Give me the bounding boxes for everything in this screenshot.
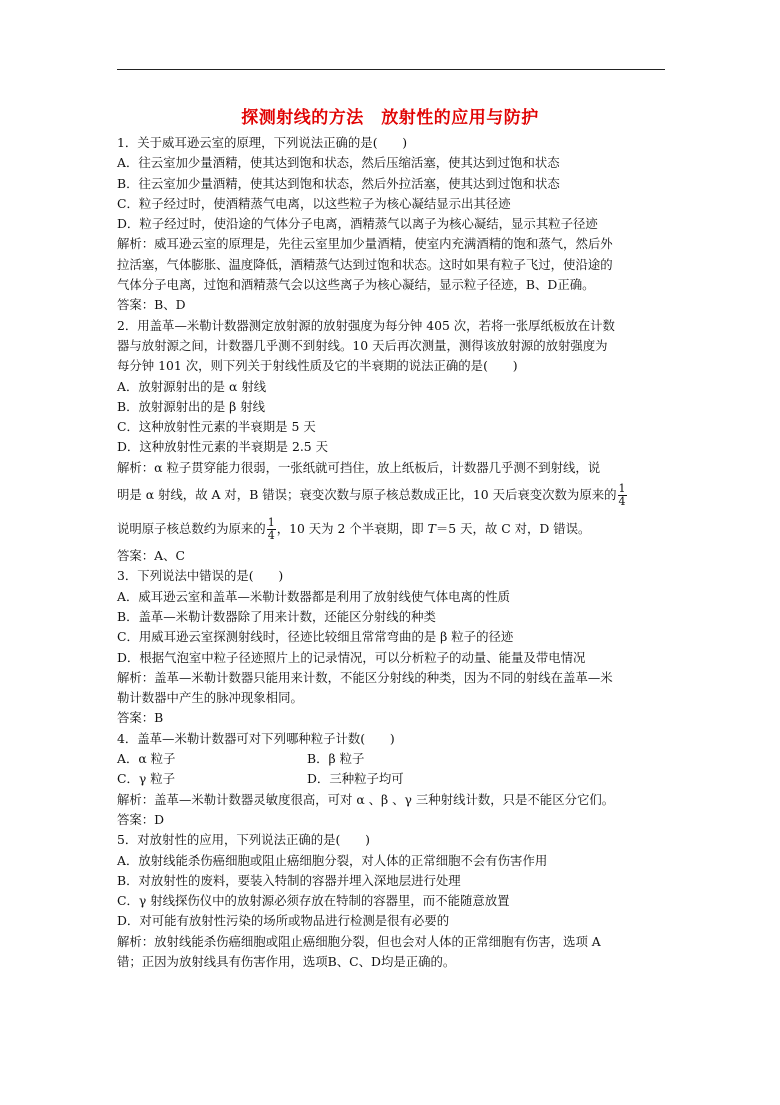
question-stem: 1．关于威耳逊云室的原理，下列说法正确的是( ) [117, 135, 408, 150]
option-a: A．放射源射出的是 α 射线 [117, 378, 267, 394]
option-c: C．这种放射性元素的半衰期是 5 天 [117, 419, 316, 435]
question-5 [117, 830, 672, 972]
question-2 [117, 316, 672, 567]
question-1 [117, 133, 672, 316]
analysis-line: 勒计数器中产生的脉冲现象相同。 [117, 690, 303, 706]
option-b: B．放射源射出的是 β 射线 [117, 398, 266, 414]
question-stem: 每分钟 101 次，则下列关于射线性质及它的半衰期的说法正确的是( ) [117, 358, 518, 374]
options-row [117, 769, 672, 789]
analysis-line: 解析：盖革—米勒计数器只能用来计数，不能区分射线的种类，因为不同的射线在盖革—米 [117, 669, 613, 685]
question-stem: 器与放射源之间，计数器几乎测不到射线。10 天后再次测量，测得该放射源的放射强度为 [117, 337, 608, 353]
page-title: 探测射线的方法 放射性的应用与防护 [241, 108, 539, 128]
option-d: D．粒子经过时，使沿途的气体分子电离，酒精蒸气以离子为核心凝结，显示其粒子径迹 [117, 216, 598, 232]
option-c: C．γ 粒子 [117, 771, 175, 787]
analysis-text: ，10 天为 2 个半衰期，即 [276, 521, 428, 537]
fraction-numerator: 1 [267, 516, 275, 530]
analysis-line: 气体分子电离，过饱和酒精蒸气会以这些离子为核心凝结，显示粒子径迹，B、D正确。 [117, 277, 595, 293]
option-b: B．往云室加少量酒精，使其达到饱和状态，然后外拉活塞，使其达到过饱和状态 [117, 175, 560, 191]
option-c: C．用威耳逊云室探测射线时，径迹比较细且常常弯曲的是 β 粒子的径迹 [117, 629, 514, 645]
fraction-denominator: 4 [267, 529, 275, 543]
analysis-line: 解析：α 粒子贯穿能力很弱，一张纸就可挡住，放上纸板后，计数器几乎测不到射线，说 [117, 459, 601, 475]
analysis-text: ＝5 天，故 C 对，D 错误。 [435, 521, 591, 537]
answer: 答案：A、C [117, 548, 185, 564]
analysis-line: 解析：盖革—米勒计数器灵敏度很高，可对 α 、β 、γ 三种射线计数，只是不能区分它们。 [117, 791, 615, 807]
question-stem: 3．下列说法中错误的是( ) [117, 568, 284, 584]
answer: 答案：B、D [117, 297, 186, 313]
answer: 答案：D [117, 811, 165, 827]
option-d: D．这种放射性元素的半衰期是 2.5 天 [117, 439, 328, 455]
option-a: A．威耳逊云室和盖革—米勒计数器都是利用了放射线使气体电离的性质 [117, 588, 511, 604]
analysis-line-with-fraction [117, 512, 672, 546]
option-a: A．放射线能杀伤癌细胞或阻止癌细胞分裂，对人体的正常细胞不会有伤害作用 [117, 852, 548, 868]
analysis-line: 错；正因为放射线具有伤害作用，选项B、C、D均是正确的。 [117, 953, 456, 969]
answer: 答案：B [117, 710, 164, 726]
options-row [117, 749, 672, 769]
analysis-line: 解析：放射线能杀伤癌细胞或阻止癌细胞分裂，但也会对人体的正常细胞有伤害，选项 A [117, 933, 601, 949]
header-rule [117, 69, 665, 70]
question-4 [117, 729, 672, 830]
analysis-text: 明是 α 射线，故 A 对，B 错误；衰变次数与原子核总数成正比，10 天后衰变次数为原来的 [117, 487, 617, 503]
fraction-denominator: 4 [618, 495, 626, 509]
question-stem: 4．盖革—米勒计数器可对下列哪种粒子计数( ) [117, 730, 395, 746]
half-life-symbol: T [427, 521, 436, 537]
question-stem: 5．对放射性的应用，下列说法正确的是( ) [117, 832, 370, 848]
option-d: D．根据气泡室中粒子径迹照片上的记录情况，可以分析粒子的动量、能量及带电情况 [117, 649, 586, 665]
analysis-line: 解析：威耳逊云室的原理是，先往云室里加少量酒精，使室内充满酒精的饱和蒸气，然后外 [117, 236, 613, 252]
option-d: D．三种粒子均可 [307, 771, 404, 787]
fraction-one-quarter [267, 517, 276, 542]
question-3 [117, 566, 672, 728]
fraction-one-quarter [618, 483, 627, 508]
option-b: B．β 粒子 [307, 751, 365, 767]
option-b: B．对放射性的废料，要装入特制的容器并埋入深地层进行处理 [117, 872, 461, 888]
option-a: A．往云室加少量酒精，使其达到饱和状态，然后压缩活塞，使其达到过饱和状态 [117, 155, 560, 171]
analysis-line-with-fraction [117, 478, 672, 512]
option-c: C．粒子经过时，使酒精蒸气电离，以这些粒子为核心凝结显示出其径迹 [117, 195, 511, 211]
document-body [117, 133, 672, 972]
question-stem: 2．用盖革—米勒计数器测定放射源的放射强度为每分钟 405 次，若将一张厚纸板放在计数 [117, 317, 615, 333]
fraction-numerator: 1 [618, 482, 626, 496]
analysis-line: 拉活塞，气体膨胀、温度降低，酒精蒸气达到过饱和状态。这时如果有粒子飞过，使沿途的 [117, 256, 613, 272]
option-a: A．α 粒子 [117, 751, 176, 767]
option-c: C．γ 射线探伤仪中的放射源必须存放在特制的容器里，而不能随意放置 [117, 893, 510, 909]
option-b: B．盖革—米勒计数器除了用来计数，还能区分射线的种类 [117, 608, 436, 624]
analysis-text: 说明原子核总数约为原来的 [117, 521, 266, 537]
option-d: D．对可能有放射性污染的场所或物品进行检测是很有必要的 [117, 913, 450, 929]
